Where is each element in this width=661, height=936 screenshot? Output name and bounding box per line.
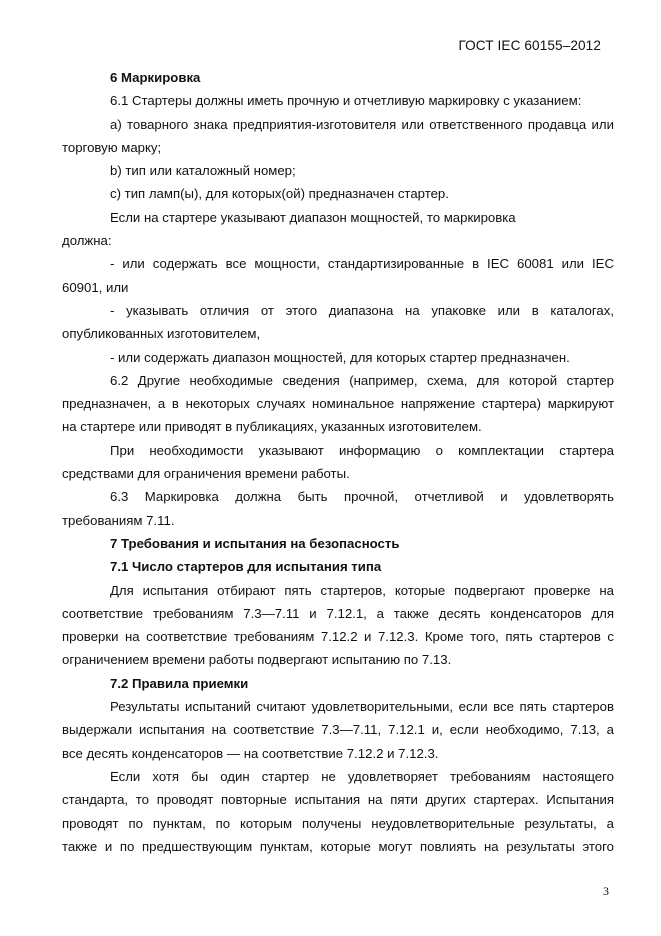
- section-heading: 6 Маркировка: [110, 70, 201, 85]
- text-line: средствами для ограничения времени работы.: [62, 466, 350, 482]
- text-line: торговую марку;: [62, 139, 162, 155]
- document-body: [62, 66, 614, 858]
- text-line: должна:: [62, 233, 112, 249]
- text-line: - или содержать диапазон мощностей, для которых стартер предназначен.: [110, 349, 570, 365]
- text-line: Для испытания отбирают пять стартеров, которые подвергают проверке на: [110, 582, 614, 598]
- text-line: - указывать отличия от этого диапазона на упаковке или в каталогах,: [110, 302, 614, 318]
- text-line: с) тип ламп(ы), для которых(ой) предназначен стартер.: [110, 186, 449, 202]
- text-line: - или содержать все мощности, стандартизированные в IEC 60081 или IEC: [110, 256, 614, 272]
- text-line: b) тип или каталожный номер;: [110, 163, 296, 179]
- text-line: Если хотя бы один стартер не удовлетворяет требованиям настоящего: [110, 768, 614, 784]
- text-line: выдержали испытания на соответствие 7.3—7.11, 7.12.1 и, если необходимо, 7.13, а: [62, 722, 614, 738]
- text-line: также и по предшествующим пунктам, которые могут повлиять на результаты этого: [62, 838, 614, 854]
- text-line: Результаты испытаний считают удовлетворительными, если все пять стартеров: [110, 699, 614, 715]
- text-line: проверки на соответствие требованиям 7.12.2 и 7.12.3. Кроме того, пять стартеров с: [62, 629, 614, 645]
- text-line: а) товарного знака предприятия-изготовителя или ответственного продавца или: [110, 116, 614, 132]
- text-line: 6.2 Другие необходимые сведения (например, схема, для которой стартер: [110, 372, 614, 388]
- text-line: 6.1 Стартеры должны иметь прочную и отчетливую маркировку с указанием:: [110, 93, 582, 109]
- text-line: предназначен, а в некоторых случаях номинальное напряжение стартера) маркируют: [62, 396, 614, 412]
- text-line: соответствие требованиям 7.3—7.11 и 7.12.1, а также десять конденсаторов для: [62, 605, 614, 621]
- text-line: 6.3 Маркировка должна быть прочной, отчетливой и удовлетворять: [110, 489, 614, 505]
- section-heading: 7.2 Правила приемки: [110, 675, 249, 691]
- text-line: все десять конденсаторов — на соответствие 7.12.2 и 7.12.3.: [62, 745, 439, 761]
- text-line: Если на стартере указывают диапазон мощностей, то маркировка: [110, 209, 516, 225]
- section-heading: 7 Требования и испытания на безопасность: [110, 535, 400, 551]
- text-line: требованиям 7.11.: [62, 512, 175, 528]
- section-heading: 7.1 Число стартеров для испытания типа: [110, 559, 382, 575]
- text-line: ограничением времени работы подвергают испытанию по 7.13.: [62, 652, 452, 668]
- text-line: на стартере или приводят в публикациях, указанных изготовителем.: [62, 419, 482, 435]
- document-header: ГОСТ IEC 60155–2012: [458, 38, 601, 53]
- text-line: стандарта, то проводят повторные испытания на пяти других стартерах. Испытания: [62, 792, 614, 808]
- text-line: проводят по пунктам, по которым получены неудовлетворительные результаты, а: [62, 815, 614, 831]
- page-number: 3: [603, 884, 609, 898]
- text-line: опубликованных изготовителем,: [62, 326, 261, 342]
- text-line: При необходимости указывают информацию о комплектации стартера: [110, 442, 614, 458]
- text-line: 60901, или: [62, 279, 129, 295]
